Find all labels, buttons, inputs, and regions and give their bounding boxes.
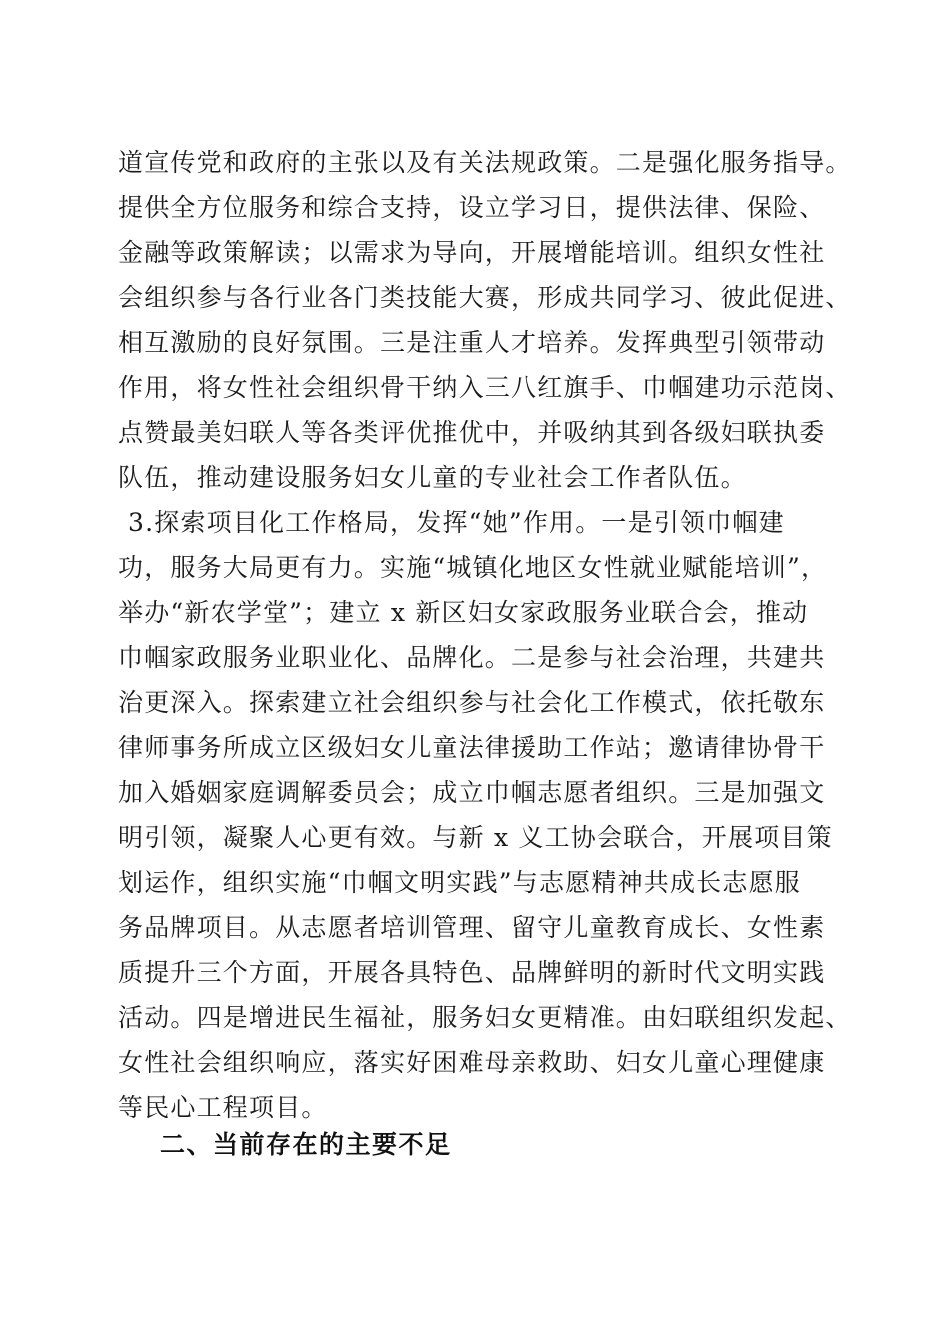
text-line: 道宣传党和政府的主张以及有关法规政策。二是强化服务指导。 <box>118 148 852 177</box>
text-line: 会组织参与各行业各门类技能大赛，形成共同学习、彼此促进、 <box>118 283 852 312</box>
text-line: 治更深入。探索建立社会组织参与社会化工作模式，依托敬东 <box>118 688 826 717</box>
text-line: 金融等政策解读；以需求为导向，开展增能培训。组织女性社 <box>118 238 826 267</box>
text-line: 活动。四是增进民生福祉，服务妇女更精准。由妇联组织发起、 <box>118 1003 852 1032</box>
section-heading: 二、当前存在的主要不足 <box>160 1130 452 1159</box>
text-line: 女性社会组织响应，落实好困难母亲救助、妇女儿童心理健康 <box>118 1048 826 1077</box>
text-line: 明引领，凝聚人心更有效。与新 x 义工协会联合，开展项目策 <box>118 823 833 852</box>
text-line: 划运作，组织实施“巾帼文明实践”与志愿精神共成长志愿服 <box>118 868 801 897</box>
text-line: 功，服务大局更有力。实施“城镇化地区女性就业赋能培训”， <box>118 553 828 582</box>
text-line: 举办“新农学堂”；建立 x 新区妇女家政服务业联合会，推动 <box>118 598 809 627</box>
text-line: 3.探索项目化工作格局，发挥“她”作用。一是引领巾帼建 <box>128 508 785 537</box>
body-text <box>118 140 852 1130</box>
text-line: 队伍，推动建设服务妇女儿童的专业社会工作者队伍。 <box>118 463 747 492</box>
text-line: 提供全方位服务和综合支持，设立学习日，提供法律、保险、 <box>118 193 826 222</box>
text-line: 律师事务所成立区级妇女儿童法律援助工作站；邀请律协骨干 <box>118 733 826 762</box>
text-line: 巾帼家政服务业职业化、品牌化。二是参与社会治理，共建共 <box>118 643 826 672</box>
text-line: 务品牌项目。从志愿者培训管理、留守儿童教育成长、女性素 <box>118 913 826 942</box>
text-line: 点赞最美妇联人等各类评优推优中，并吸纳其到各级妇联执委 <box>118 418 826 447</box>
text-line: 质提升三个方面，开展各具特色、品牌鲜明的新时代文明实践 <box>118 958 826 987</box>
text-line: 相互激励的良好氛围。三是注重人才培养。发挥典型引领带动 <box>118 328 826 357</box>
text-line: 加入婚姻家庭调解委员会；成立巾帼志愿者组织。三是加强文 <box>118 778 826 807</box>
text-line: 作用，将女性社会组织骨干纳入三八红旗手、巾帼建功示范岗、 <box>118 373 852 402</box>
text-line: 等民心工程项目。 <box>118 1093 328 1122</box>
